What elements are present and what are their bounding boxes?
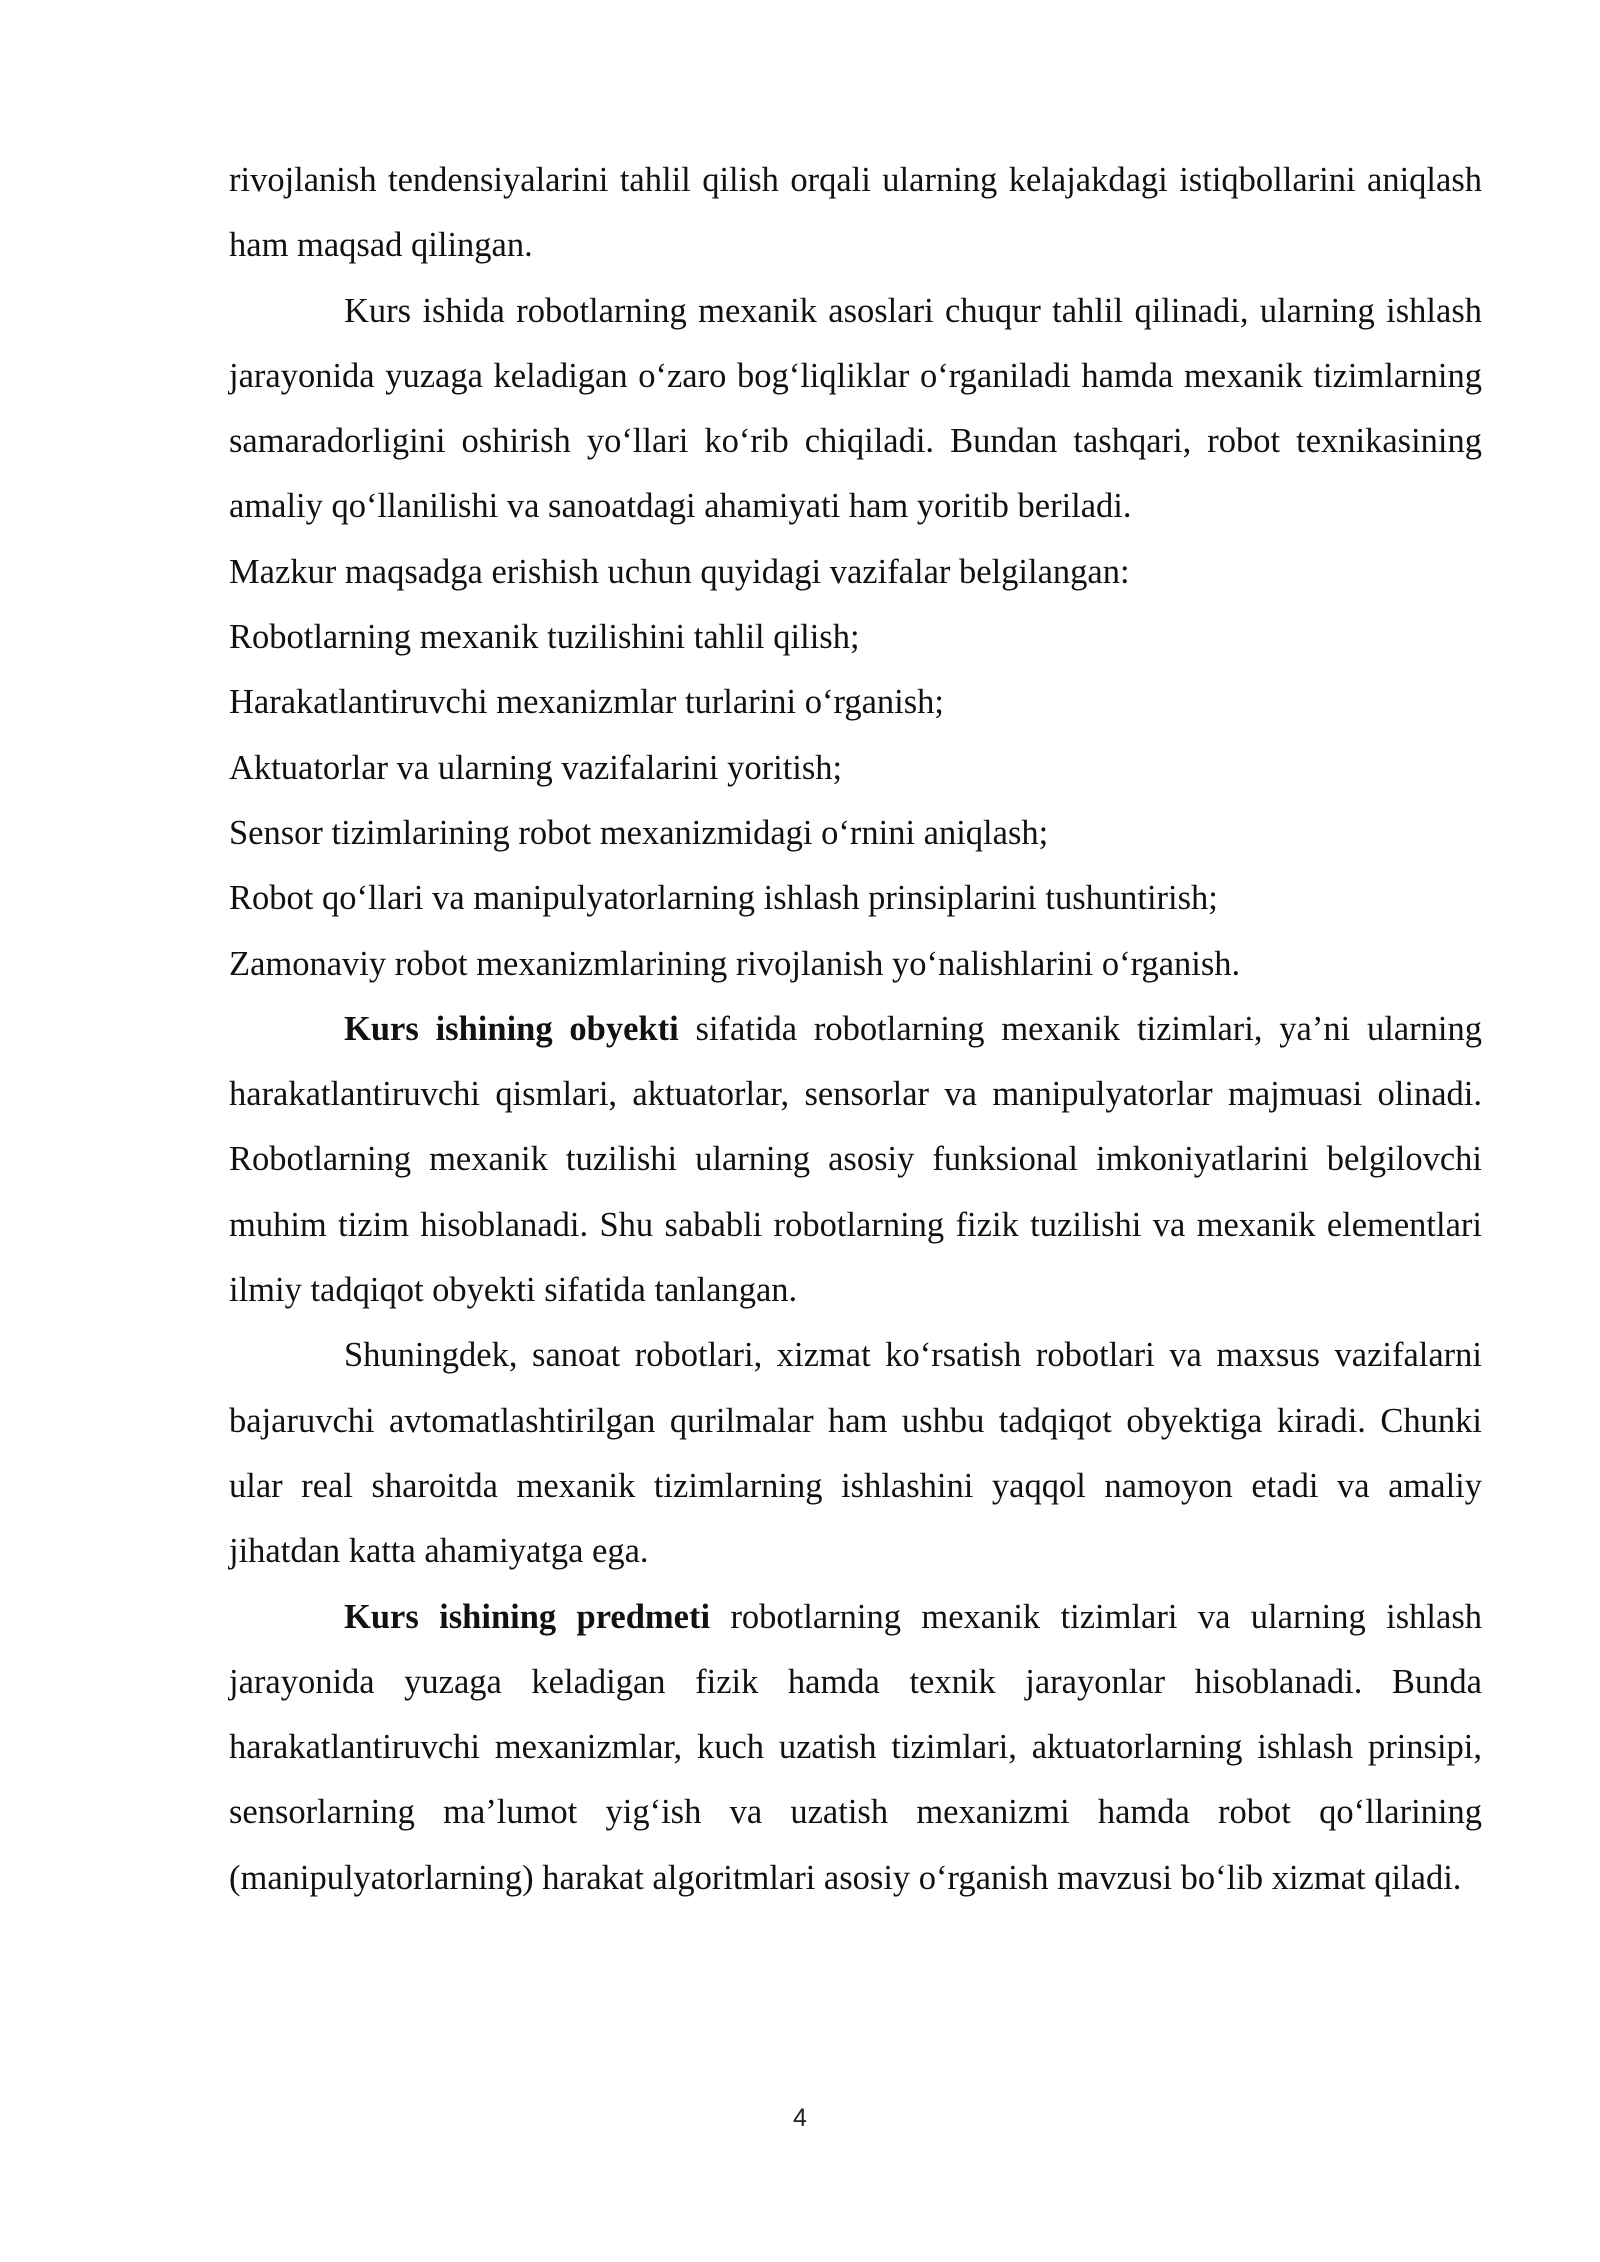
paragraph-tasks-intro: Mazkur maqsadga erishish uchun quyidagi vazifalar belgilangan: (229, 552, 1130, 591)
paragraph-object-scope: Shuningdek, sanoat robotlari, xizmat ko‘rsatish robotlari va maxsus vazifalarni bajaruvchi avtomatlashtirilgan qurilmalar ham ushbu tadqiqot obyektiga kiradi. Chunki ular real sharoitda mexanik tizimlarning ishlashini yaqqol namoyon etadi va amaliy jihatdan katta ahamiyatga ega. (229, 1336, 1482, 1571)
task-item: Sensor tizimlarining robot mexanizmidagi o‘rnini aniqlash; (229, 813, 1049, 852)
task-item: Robot qo‘llari va manipulyatorlarning ishlash prinsiplarini tushuntirish; (229, 879, 1218, 918)
course-object-heading: Kurs ishining obyekti (344, 1009, 679, 1048)
paragraph-course-object (229, 997, 1482, 1323)
task-item: Zamonaviy robot mexanizmlarining rivojlanish yo‘nalishlarini o‘rganish. (229, 944, 1241, 983)
page-number: 4 (793, 2104, 807, 2132)
course-subject-heading: Kurs ishining predmeti (344, 1597, 711, 1636)
course-subject-text: robotlarning mexanik tizimlari va ularning ishlash jarayonida yuzaga keladigan fizik hamda texnik jarayonlar hisoblanadi. Bunda harakatlantiruvchi mexanizmlar, kuch uzatish tizimlari, aktuatorlarning ishlash prinsipi, sensorlarning ma’lumot yig‘ish va uzatish mexanizmi hamda robot qo‘llarining (manipulyatorlarning) harakat algoritmlari asosiy o‘rganish mavzusi bo‘lib xizmat qiladi. (229, 1597, 1482, 1897)
course-object-text: sifatida robotlarning mexanik tizimlari, ya’ni ularning harakatlantiruvchi qismlari, aktuatorlar, sensorlar va manipulyatorlar majmuasi olinadi. Robotlarning mexanik tuzilishi ularning asosiy funksional imkoniyatlarini belgilovchi muhim tizim hisoblanadi. Shu sababli robotlarning fizik tuzilishi va mexanik elementlari ilmiy tadqiqot obyekti sifatida tanlangan. (229, 1009, 1482, 1310)
paragraph-continuation: rivojlanish tendensiyalarini tahlil qilish orqali ularning kelajakdagi istiqbollarini aniqlash ham maqsad qilingan. (229, 161, 1482, 265)
body-text (229, 148, 1482, 1911)
task-item: Aktuatorlar va ularning vazifalarini yoritish; (229, 748, 843, 787)
paragraph-course-analysis: Kurs ishida robotlarning mexanik asoslari chuqur tahlil qilinadi, ularning ishlash jarayonida yuzaga keladigan o‘zaro bog‘liqliklar o‘rganiladi hamda mexanik tizimlarning samaradorligini oshirish yo‘llari ko‘rib chiqiladi. Bundan tashqari, robot texnikasining amaliy qo‘llanilishi va sanoatdagi ahamiyati ham yoritib beriladi. (229, 291, 1482, 526)
paragraph-course-subject (229, 1585, 1482, 1911)
task-item: Robotlarning mexanik tuzilishini tahlil qilish; (229, 618, 860, 657)
task-item: Harakatlantiruvchi mexanizmlar turlarini o‘rganish; (229, 683, 944, 722)
